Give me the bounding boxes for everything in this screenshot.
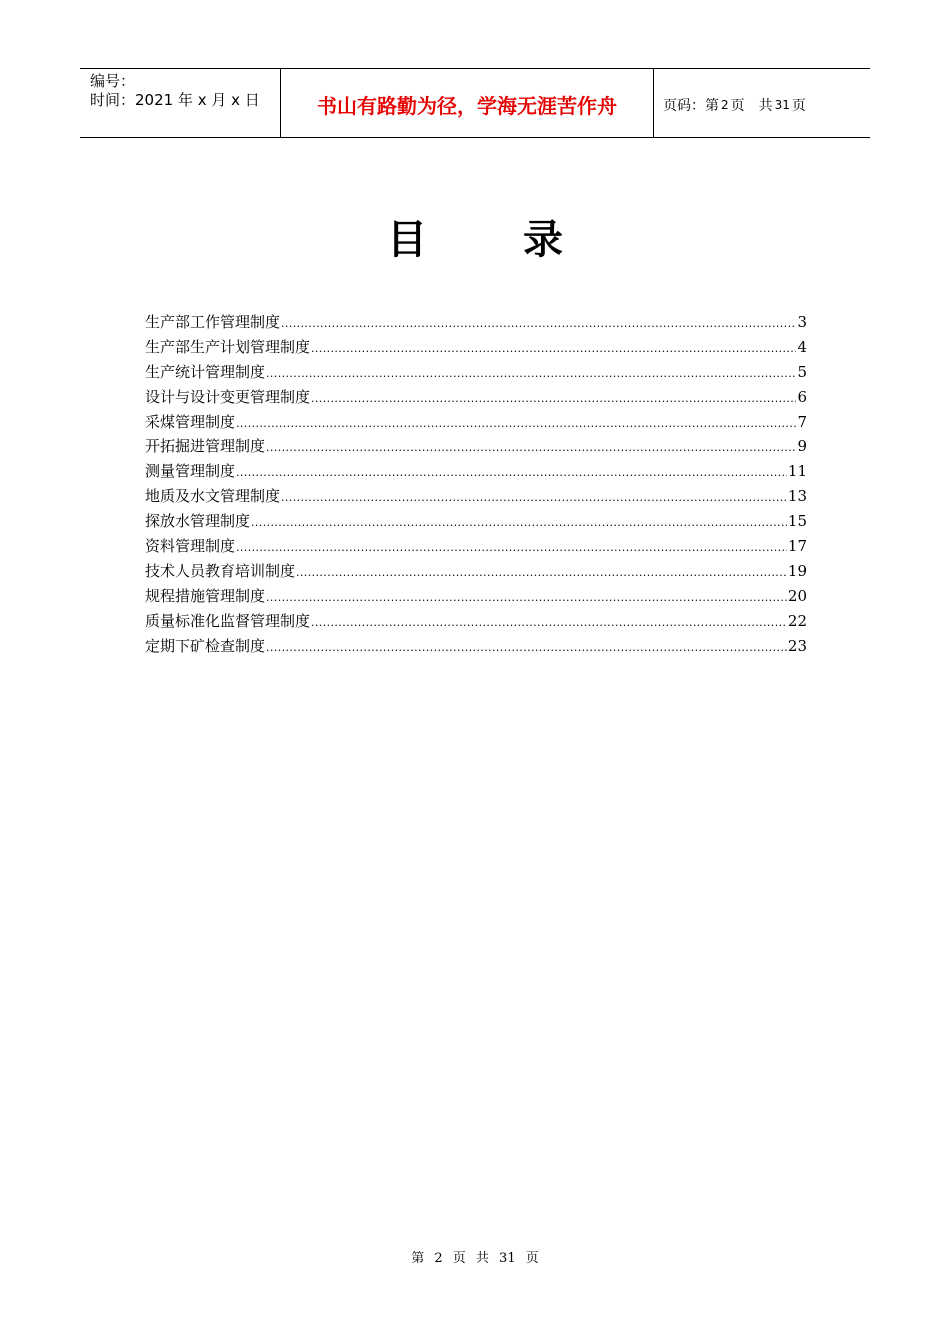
- toc-entry[interactable]: [145, 385, 807, 410]
- toc-entry[interactable]: [145, 484, 807, 509]
- toc-entry-label: 生产统计管理制度: [145, 362, 266, 381]
- page-footer: 第 2 页 共 31 页: [411, 1251, 539, 1266]
- toc-entry-label: 采煤管理制度: [145, 412, 236, 431]
- toc-entry-label: 质量标准化监督管理制度: [145, 611, 311, 630]
- toc-entry[interactable]: [145, 634, 807, 659]
- title-char-1: 目: [387, 217, 427, 263]
- toc-entry[interactable]: [145, 559, 807, 584]
- toc-entry-label: 设计与设计变更管理制度: [145, 387, 311, 406]
- page-header: [80, 68, 870, 138]
- header-page-prefix: 页码：第: [663, 97, 719, 114]
- table-of-contents: [145, 310, 807, 658]
- toc-entry[interactable]: [145, 534, 807, 559]
- toc-entry-label: 测量管理制度: [145, 462, 236, 481]
- toc-dot-leader: [266, 636, 787, 661]
- toc-entry[interactable]: [145, 459, 807, 484]
- toc-entry-page: 5: [797, 362, 807, 381]
- toc-dot-leader: [311, 337, 796, 362]
- header-meta: [80, 69, 281, 137]
- toc-entry[interactable]: [145, 410, 807, 435]
- toc-dot-leader: [281, 312, 796, 337]
- toc-entry[interactable]: [145, 509, 807, 534]
- toc-dot-leader: [251, 511, 787, 536]
- toc-entry-label: 资料管理制度: [145, 537, 236, 556]
- toc-entry-label: 技术人员教育培训制度: [145, 561, 296, 580]
- header-motto: 书山有路勤为径，学海无涯苦作舟: [281, 69, 654, 137]
- toc-entry-page: 23: [787, 636, 807, 655]
- header-page-current: 2: [721, 97, 729, 112]
- toc-entry-label: 生产部生产计划管理制度: [145, 337, 311, 356]
- toc-entry-page: 7: [797, 412, 807, 431]
- toc-dot-leader: [236, 412, 796, 437]
- toc-entry-page: 20: [787, 586, 807, 605]
- toc-entry-page: 6: [797, 387, 807, 406]
- toc-entry-label: 定期下矿检查制度: [145, 636, 266, 655]
- page-title: [0, 208, 950, 265]
- header-page-mid: 页 共: [730, 97, 773, 114]
- header-page-info: [654, 69, 870, 137]
- toc-entry-label: 生产部工作管理制度: [145, 313, 281, 331]
- title-char-2: 录: [523, 217, 563, 263]
- toc-dot-leader: [281, 486, 787, 511]
- toc-dot-leader: [266, 436, 796, 461]
- toc-entry[interactable]: [145, 434, 807, 459]
- header-page-total: 31: [774, 97, 790, 112]
- toc-entry-label: 探放水管理制度: [145, 512, 251, 531]
- toc-entry[interactable]: [145, 360, 807, 385]
- header-page-suffix: 页: [791, 97, 806, 114]
- toc-entry[interactable]: [145, 609, 807, 634]
- toc-dot-leader: [236, 536, 787, 561]
- header-date-label: 时间：2021 年 x 月 x 日: [90, 91, 260, 109]
- toc-dot-leader: [311, 611, 787, 636]
- toc-dot-leader: [296, 561, 787, 586]
- toc-entry-page: 3: [797, 313, 807, 331]
- toc-dot-leader: [266, 362, 796, 387]
- toc-entry-label: 开拓掘进管理制度: [145, 437, 266, 456]
- toc-dot-leader: [311, 387, 796, 412]
- toc-entry[interactable]: [145, 310, 807, 335]
- toc-entry-page: 9: [797, 437, 807, 456]
- header-number-label: 编号：: [90, 72, 136, 90]
- toc-dot-leader: [266, 586, 787, 611]
- toc-entry-page: 19: [787, 561, 807, 580]
- toc-entry-page: 17: [787, 537, 807, 556]
- toc-entry[interactable]: [145, 335, 807, 360]
- toc-entry-page: 4: [797, 337, 807, 356]
- toc-entry[interactable]: [145, 584, 807, 609]
- toc-entry-page: 13: [787, 487, 807, 506]
- toc-entry-page: 15: [787, 512, 807, 531]
- toc-entry-page: 11: [787, 462, 807, 481]
- toc-dot-leader: [236, 461, 787, 486]
- toc-entry-page: 22: [787, 611, 807, 630]
- toc-entry-label: 地质及水文管理制度: [145, 487, 281, 506]
- toc-entry-label: 规程措施管理制度: [145, 586, 266, 605]
